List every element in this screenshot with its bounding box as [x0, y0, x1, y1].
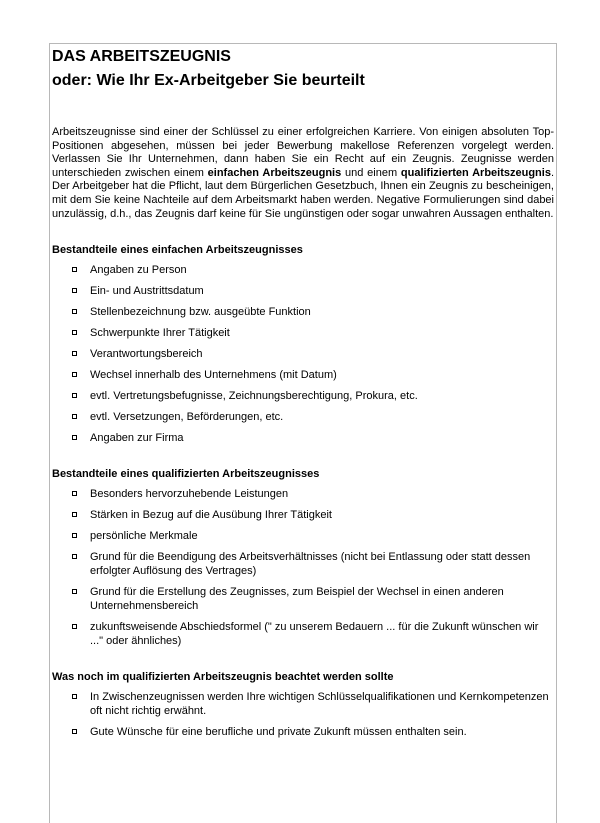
intro-paragraph: [52, 126, 554, 221]
section-list-simple: [52, 263, 554, 445]
square-bullet-icon: [72, 309, 77, 314]
list-item: [52, 431, 554, 445]
list-item: [52, 305, 554, 319]
list-item: [52, 550, 554, 578]
square-bullet-icon: [72, 512, 77, 517]
section-list-notes: [52, 690, 554, 739]
square-bullet-icon: [72, 330, 77, 335]
list-item-text: zukunftsweisende Abschiedsformel (" zu unserem Bedauern ... für die Zukunft wünschen wir ..." oder ähnliches): [90, 621, 539, 648]
list-item: [52, 508, 554, 522]
list-item-text: Verantwortungsbereich: [90, 348, 203, 361]
list-item: [52, 368, 554, 382]
list-item-text: In Zwischenzeugnissen werden Ihre wichtigen Schlüsselqualifikationen und Kernkompetenzen oft nicht richtig erwähnt.: [90, 691, 549, 718]
square-bullet-icon: [72, 554, 77, 559]
intro-bold-1: einfachen Arbeitszeugnis: [207, 166, 342, 179]
list-item: [52, 585, 554, 613]
intro-text-2: und einem: [341, 166, 401, 179]
section-heading-simple: Bestandteile eines einfachen Arbeitszeugnisses: [52, 244, 303, 257]
square-bullet-icon: [72, 351, 77, 356]
list-item-text: Stellenbezeichnung bzw. ausgeübte Funktion: [90, 306, 311, 319]
square-bullet-icon: [72, 435, 77, 440]
document-page: [49, 43, 557, 823]
square-bullet-icon: [72, 533, 77, 538]
list-item-text: Wechsel innerhalb des Unternehmens (mit Datum): [90, 369, 337, 382]
list-item-text: evtl. Vertretungsbefugnisse, Zeichnungsberechtigung, Prokura, etc.: [90, 390, 418, 403]
square-bullet-icon: [72, 372, 77, 377]
square-bullet-icon: [72, 414, 77, 419]
list-item: [52, 410, 554, 424]
square-bullet-icon: [72, 589, 77, 594]
list-item: [52, 487, 554, 501]
section-heading-qualified: Bestandteile eines qualifizierten Arbeitszeugnisses: [52, 468, 320, 481]
list-item-text: Ein- und Austrittsdatum: [90, 285, 204, 298]
list-item-text: persönliche Merkmale: [90, 530, 198, 543]
document-content: [52, 44, 554, 746]
list-item-text: Angaben zu Person: [90, 264, 187, 277]
list-item-text: Grund für die Beendigung des Arbeitsverhältnisses (nicht bei Entlassung oder statt dessen erfolgter Auflösung des Vertrages): [90, 551, 531, 578]
list-item-text: Stärken in Bezug auf die Ausübung Ihrer Tätigkeit: [90, 509, 332, 522]
list-item: [52, 690, 554, 718]
list-item-text: Angaben zur Firma: [90, 432, 184, 445]
list-item: [52, 725, 554, 739]
list-item-text: evtl. Versetzungen, Beförderungen, etc.: [90, 411, 284, 424]
section-list-qualified: [52, 487, 554, 648]
list-item: [52, 347, 554, 361]
list-item-text: Gute Wünsche für eine berufliche und private Zukunft müssen enthalten sein.: [90, 726, 467, 739]
document-title: DAS ARBEITSZEUGNIS: [52, 48, 231, 65]
intro-bold-2: qualifizierten Arbeitszeugnis: [400, 166, 551, 179]
square-bullet-icon: [72, 694, 77, 699]
document-subtitle: oder: Wie Ihr Ex-Arbeitgeber Sie beurteilt: [52, 72, 365, 89]
list-item: [52, 326, 554, 340]
list-item: [52, 529, 554, 543]
square-bullet-icon: [72, 491, 77, 496]
intro-text-3: . Der Arbeitgeber hat die Pflicht, laut dem Bürgerlichen Gesetzbuch, Ihnen ein Zeugnis zu bescheinigen, mit dem Sie keine Nachteile auf dem Arbeitsmarkt haben werden. Negative Formulierungen sind dabei unzulässig, d.h., das Zeugnis darf keine für Sie ungünstigen oder sogar unwahren Aussagen enthalten.: [52, 166, 555, 220]
square-bullet-icon: [72, 267, 77, 272]
square-bullet-icon: [72, 729, 77, 734]
square-bullet-icon: [72, 393, 77, 398]
list-item: [52, 389, 554, 403]
list-item: [52, 263, 554, 277]
list-item: [52, 620, 554, 648]
list-item-text: Grund für die Erstellung des Zeugnisses, zum Beispiel der Wechsel in einen anderen Unternehmensbereich: [90, 586, 504, 613]
intro-text-1: Arbeitszeugnisse sind einer der Schlüssel zu einer erfolgreichen Karriere. Von einigen absoluten Top-Positionen abgesehen, müssen bei jeder Bewerbung makellose Referenzen vorgelegt werden. Verlassen Sie Ihr Unternehmen, dann haben Sie ein Recht auf ein Zeugnis. Zeugnisse werden unterschieden zwischen einem: [52, 126, 554, 179]
list-item-text: Besonders hervorzuhebende Leistungen: [90, 488, 289, 501]
square-bullet-icon: [72, 624, 77, 629]
section-heading-notes: Was noch im qualifizierten Arbeitszeugnis beachtet werden sollte: [52, 671, 394, 684]
list-item-text: Schwerpunkte Ihrer Tätigkeit: [90, 327, 230, 340]
square-bullet-icon: [72, 288, 77, 293]
list-item: [52, 284, 554, 298]
